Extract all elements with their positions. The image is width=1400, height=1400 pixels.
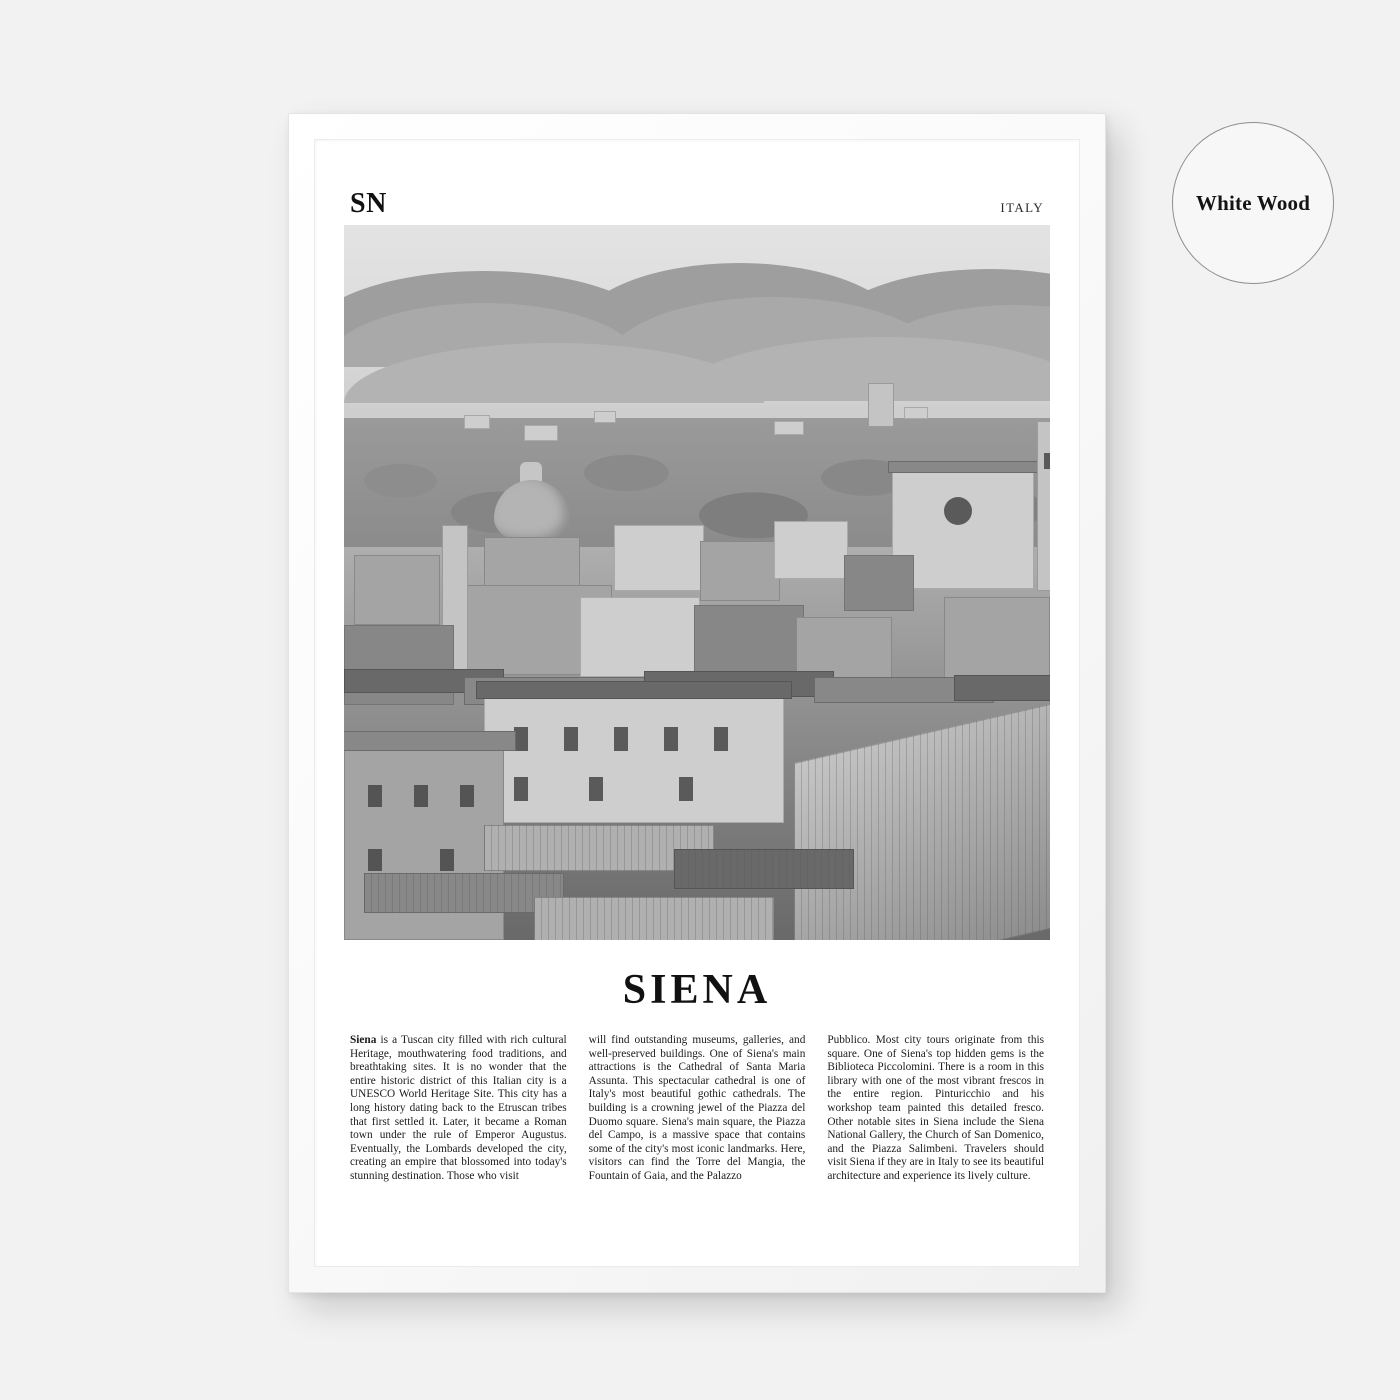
church-bell-tower: [1037, 421, 1050, 591]
distant-building: [594, 411, 616, 423]
poster-country: ITALY: [1000, 200, 1044, 215]
roof-tiles: [534, 897, 774, 940]
text-column-2: [589, 1034, 806, 1184]
rooftop-building: [700, 541, 780, 601]
roof-tiles: [674, 849, 854, 889]
window: [460, 785, 474, 807]
page-title: SIENA: [622, 967, 772, 1013]
window: [514, 727, 528, 751]
palazzo-roof: [476, 681, 792, 699]
tiled-roof: [344, 731, 516, 751]
tiled-roof: [534, 897, 774, 940]
church-roof: [888, 461, 1038, 473]
rooftop-building: [694, 605, 804, 681]
window: [679, 777, 693, 801]
column-text: will find outstanding museums, galleries, and well-preserved buildings. One of Siena's main attractions is the Cathedral of Santa Maria Assunta. This spectacular cathedral is one of Italy's most beautiful gothic cathedrals. The building is a crowning jewel of the Piazza del Duomo square. Siena's main square, the Piazza del Campo, is a massive space that contains some of the city's most iconic landmarks. Here, visitors can find the Torre del Mangia, the Fountain of Gaia, and the Palazzo: [588, 1034, 806, 1182]
rooftop-building: [354, 555, 440, 625]
distant-building: [774, 421, 804, 435]
tiled-roof: [954, 675, 1050, 701]
distant-building: [464, 415, 490, 429]
rooftop-building: [580, 597, 700, 677]
rooftop-building: [344, 625, 454, 705]
distant-building: [904, 407, 928, 419]
rooftop-building: [614, 525, 704, 591]
window: [714, 727, 728, 751]
poster-code: SN: [350, 188, 387, 219]
rooftop-building: [844, 555, 914, 611]
window: [589, 777, 603, 801]
rose-window: [944, 497, 972, 525]
text-column-1: [350, 1034, 567, 1184]
distant-building: [524, 425, 558, 441]
poster: [344, 190, 1050, 1230]
window: [368, 849, 382, 871]
frame-material-label: White Wood: [1195, 190, 1311, 215]
window: [614, 727, 628, 751]
frame-material-badge[interactable]: [1172, 122, 1334, 284]
window: [414, 785, 428, 807]
rooftop-building: [774, 521, 848, 579]
siena-cityscape-image: [344, 225, 1050, 940]
foreground-palazzo: [484, 693, 784, 823]
distant-bell-tower: [868, 383, 894, 427]
tiled-roof: [674, 849, 854, 889]
window: [440, 849, 454, 871]
poster-text-columns: [344, 1034, 1050, 1184]
rooftop-building: [944, 597, 1050, 683]
tower-window: [1044, 453, 1050, 469]
window: [564, 727, 578, 751]
window: [514, 777, 528, 801]
window: [368, 785, 382, 807]
column-text: is a Tuscan city filled with rich cultural Heritage, mouthwatering food traditions, and breathtaking sites. It is no wonder that the entire historic district of this Italian city is a UNESCO World Heritage Site. This city has a long history dating back to the Etruscan tribes that first settled it. Later, it became a Roman town under the rule of Emperor Augustus. Eventually, the Lombards developed the city, creating an empire that blossomed into today's stunning destination. Those who visit: [350, 1034, 567, 1182]
text-column-3: [827, 1034, 1044, 1184]
column-text: Pubblico. Most city tours originate from this square. One of Siena's top hidden gems is the Biblioteca Piccolomini. There is a room in this library with one of the most vibrant frescos in the entire region. Pinturicchio and his workshop team painted this detailed fresco. Other notable sites in Siena include the Siena National Gallery, the Church of San Domenico, and the Piazza Salimbeni. Travelers should visit Siena if they are in Italy to see its beautiful architecture and experience its lively culture.: [827, 1034, 1045, 1182]
framed-poster[interactable]: [288, 113, 1106, 1293]
poster-header: [344, 190, 1050, 225]
poster-photo: [344, 225, 1050, 940]
lead-word: Siena: [350, 1034, 377, 1046]
window: [664, 727, 678, 751]
